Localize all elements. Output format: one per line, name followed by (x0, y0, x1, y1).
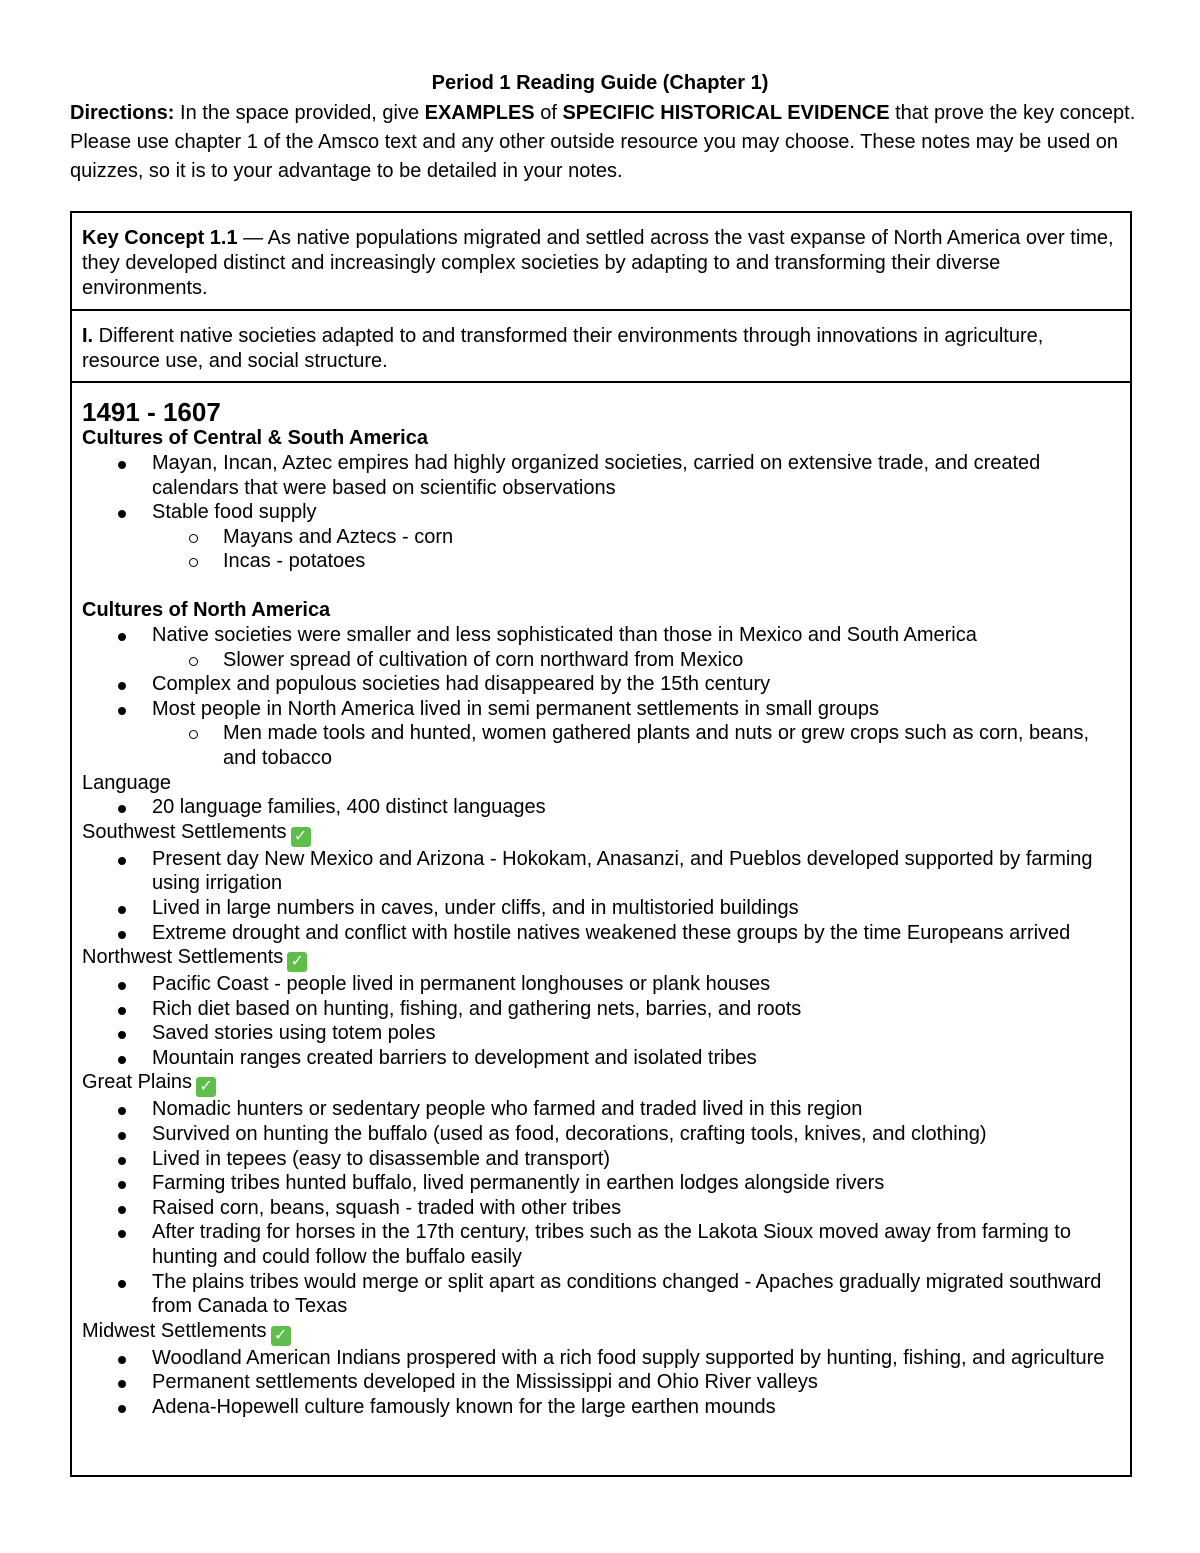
list-item: Raised corn, beans, squash - traded with other tribes (82, 1196, 1120, 1221)
sub-list-item: Incas - potatoes (82, 549, 1120, 574)
directions-label: Directions: (70, 102, 175, 124)
list-item: Most people in North America lived in semi permanent settlements in small groups (82, 697, 1120, 722)
bullet-icon (118, 461, 126, 469)
bullet-icon (118, 1157, 126, 1165)
bullet-icon (118, 1206, 126, 1214)
list-item: Mountain ranges created barriers to development and isolated tribes (82, 1046, 1120, 1071)
midwest-list (82, 1346, 1120, 1420)
list-item: Stable food supply (82, 500, 1120, 525)
page-title: Period 1 Reading Guide (Chapter 1) (431, 72, 769, 94)
north-america-list (82, 623, 1120, 771)
list-item: Lived in large numbers in caves, under cliffs, and in multistoried buildings (82, 896, 1120, 921)
bullet-icon (118, 633, 126, 641)
central-south-heading: Cultures of Central & South America (82, 427, 428, 449)
bullet-icon (118, 982, 126, 990)
key-concept-row (72, 213, 1130, 311)
check-mark-icon: ✓ (271, 1326, 291, 1346)
section-one-row (72, 311, 1130, 383)
bullet-icon (118, 1380, 126, 1388)
bullet-icon (118, 707, 126, 715)
north-america-heading: Cultures of North America (82, 598, 331, 621)
list-item: Survived on hunting the buffalo (used as food, decorations, crafting tools, knives, and clothing) (82, 1122, 1120, 1147)
bullet-icon (118, 1356, 126, 1364)
directions-bold-examples: EXAMPLES (424, 102, 535, 124)
bullet-icon (118, 1031, 126, 1039)
directions-bold-evidence: SPECIFIC HISTORICAL EVIDENCE (562, 102, 890, 124)
directions-text-2: of (534, 102, 563, 124)
directions (70, 99, 1140, 186)
list-item: Native societies were smaller and less sophisticated than those in Mexico and South America (82, 623, 1120, 648)
circle-bullet-icon (189, 657, 198, 666)
list-item: Nomadic hunters or sedentary people who farmed and traded lived in this region (82, 1097, 1120, 1122)
key-concept-label: Key Concept 1.1 (82, 227, 238, 249)
check-mark-icon: ✓ (287, 952, 307, 972)
bullet-icon (118, 1280, 126, 1288)
bullet-icon (118, 1230, 126, 1238)
bullet-icon (118, 510, 126, 518)
bullet-icon (118, 931, 126, 939)
bullet-icon (118, 1132, 126, 1140)
notes-table (70, 211, 1132, 1477)
list-item: Mayan, Incan, Aztec empires had highly organized societies, carried on extensive trade, and created calendars that were based on scientific observations (82, 451, 1120, 500)
bullet-icon (118, 805, 126, 813)
list-item: Complex and populous societies had disappeared by the 15th century (82, 672, 1120, 697)
bullet-icon (118, 1405, 126, 1413)
sub-list-item: Mayans and Aztecs - corn (82, 525, 1120, 550)
central-south-list (82, 451, 1120, 574)
list-item: Pacific Coast - people lived in permanent longhouses or plank houses (82, 972, 1120, 997)
bullet-icon (118, 1107, 126, 1115)
bullet-icon (118, 682, 126, 690)
check-mark-icon: ✓ (196, 1077, 216, 1097)
bullet-icon (118, 1056, 126, 1064)
list-item: Rich diet based on hunting, fishing, and gathering nets, barries, and roots (82, 997, 1120, 1022)
northwest-list (82, 972, 1120, 1070)
list-item: Lived in tepees (easy to disassemble and transport) (82, 1147, 1120, 1172)
directions-text-3: that prove the key concept. Please use chapter 1 of the Amsco text and any other outside resource you may choose. These notes may be used on quizzes, so it is to your advantage to be detailed in your notes. (70, 102, 1136, 182)
bullet-icon (118, 1181, 126, 1189)
sub-list-item: Men made tools and hunted, women gathered plants and nuts or grew crops such as corn, beans, and tobacco (82, 721, 1120, 770)
list-item: Farming tribes hunted buffalo, lived permanently in earthen lodges alongside rivers (82, 1171, 1120, 1196)
northwest-heading: Northwest Settlements ✓ (82, 945, 1120, 972)
circle-bullet-icon (189, 534, 198, 543)
sub-list-item: Slower spread of cultivation of corn northward from Mexico (82, 648, 1120, 673)
check-mark-icon: ✓ (291, 827, 311, 847)
circle-bullet-icon (189, 558, 198, 567)
list-item: Extreme drought and conflict with hostile natives weakened these groups by the time Europeans arrived (82, 921, 1120, 946)
list-item: Present day New Mexico and Arizona - Hokokam, Anasanzi, and Pueblos developed supported by farming using irrigation (82, 847, 1120, 896)
section-one-text: Different native societies adapted to and transformed their environments through innovations in agriculture, resource use, and social structure. (82, 325, 1044, 372)
list-item: Woodland American Indians prospered with a rich food supply supported by hunting, fishing, and agriculture (82, 1346, 1120, 1371)
language-heading: Language (82, 771, 171, 794)
key-concept-text: — As native populations migrated and settled across the vast expanse of North America over time, they developed distinct and increasingly complex societies by adapting to and transforming their diverse environments. (82, 227, 1114, 299)
years-heading: 1491 - 1607 (82, 397, 221, 427)
notes-row (72, 383, 1130, 1420)
bullet-icon (118, 906, 126, 914)
list-item: Adena-Hopewell culture famously known for the large earthen mounds (82, 1395, 1120, 1420)
list-item: 20 language families, 400 distinct languages (82, 795, 1120, 820)
section-one-label: I. (82, 325, 94, 347)
great-plains-heading: Great Plains ✓ (82, 1070, 1120, 1097)
great-plains-list (82, 1097, 1120, 1318)
southwest-list (82, 847, 1120, 945)
list-item: Permanent settlements developed in the Mississippi and Ohio River valleys (82, 1370, 1120, 1395)
midwest-heading: Midwest Settlements ✓ (82, 1319, 1120, 1346)
southwest-heading: Southwest Settlements ✓ (82, 820, 1120, 847)
list-item: Saved stories using totem poles (82, 1021, 1120, 1046)
circle-bullet-icon (189, 730, 198, 739)
list-item: The plains tribes would merge or split apart as conditions changed - Apaches gradually migrated southward from Canada to Texas (82, 1270, 1120, 1319)
language-list (82, 795, 1120, 820)
directions-text-1: In the space provided, give (174, 102, 425, 124)
bullet-icon (118, 1007, 126, 1015)
list-item: After trading for horses in the 17th century, tribes such as the Lakota Sioux moved away from farming to hunting and could follow the buffalo easily (82, 1220, 1120, 1269)
bullet-icon (118, 857, 126, 865)
